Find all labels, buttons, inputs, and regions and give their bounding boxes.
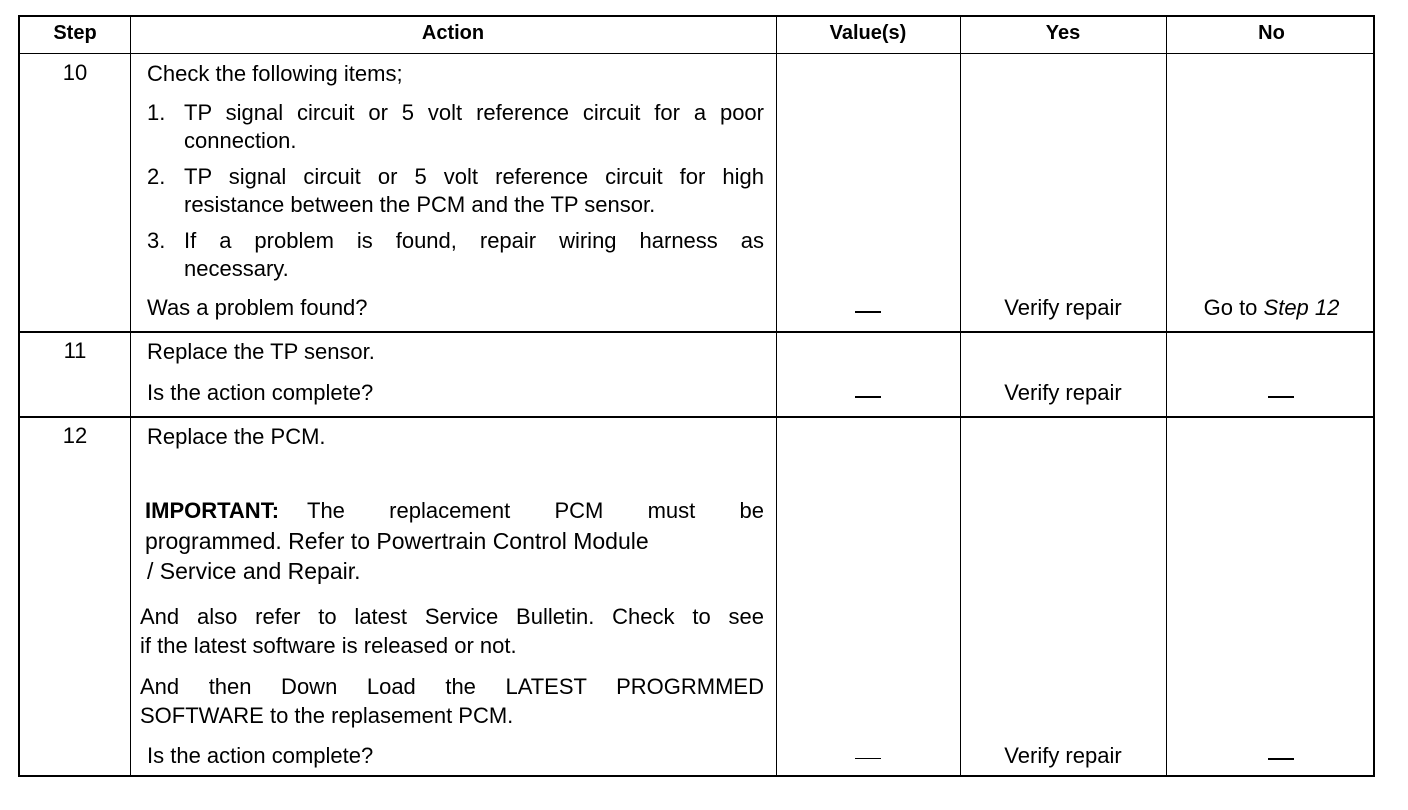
note-paragraph: SOFTWARE to the replasement PCM.: [140, 703, 514, 728]
no-result-prefix: Go to: [1203, 295, 1264, 320]
value-dash: [855, 396, 881, 398]
list-item-text: If a problem is found, repair wiring harness as: [184, 228, 764, 253]
value-dash: [855, 311, 881, 313]
row-divider: [20, 416, 1373, 418]
yes-result: Verify repair: [1004, 295, 1122, 320]
important-text: / Service and Repair.: [147, 558, 361, 584]
no-dash: [1268, 396, 1294, 398]
column-divider: [130, 17, 131, 775]
list-item-text: necessary.: [184, 256, 289, 281]
important-text: The replacement PCM must be: [307, 498, 764, 523]
note-paragraph: if the latest software is released or not.: [140, 633, 517, 658]
list-item-number: 1.: [147, 100, 166, 125]
list-item-text: resistance between the PCM and the TP sensor.: [184, 192, 656, 217]
note-paragraph: And then Down Load the LATEST PROGRMMED: [140, 674, 764, 699]
action-question: Is the action complete?: [147, 743, 374, 768]
header-action: Action: [421, 22, 485, 44]
action-intro: Replace the PCM.: [147, 424, 326, 449]
action-intro: Check the following items;: [147, 61, 403, 86]
header-step: Step: [53, 22, 97, 44]
action-intro: Replace the TP sensor.: [147, 339, 375, 364]
yes-result: Verify repair: [1004, 380, 1122, 405]
step-reference: Step 12: [1263, 295, 1340, 320]
action-question: Is the action complete?: [147, 380, 374, 405]
list-item-number: 3.: [147, 228, 166, 253]
step-number: 10: [62, 60, 88, 85]
value-dash: [855, 758, 881, 759]
note-paragraph: And also refer to latest Service Bulletin. Check to see: [140, 604, 764, 629]
important-text: programmed. Refer to Powertrain Control Module: [145, 528, 649, 554]
column-divider: [776, 17, 777, 775]
diagnostic-table: [18, 15, 1375, 777]
step-number: 11: [63, 338, 87, 363]
column-divider: [1166, 17, 1167, 775]
no-dash: [1268, 758, 1294, 760]
important-label: IMPORTANT:: [145, 498, 280, 523]
header-yes: Yes: [1045, 22, 1081, 44]
list-item-text: TP signal circuit or 5 volt reference circuit for a poor: [184, 100, 764, 125]
header-no: No: [1258, 22, 1285, 44]
yes-result: Verify repair: [1004, 743, 1122, 768]
no-result: [1166, 294, 1377, 322]
row-divider: [20, 331, 1373, 333]
list-item-text: TP signal circuit or 5 volt reference circuit for high: [184, 164, 764, 189]
row-divider: [20, 53, 1373, 54]
list-item-number: 2.: [147, 164, 166, 189]
step-number: 12: [62, 423, 88, 448]
list-item-text: connection.: [184, 128, 297, 153]
header-values: Value(s): [829, 22, 907, 44]
action-question: Was a problem found?: [147, 295, 368, 320]
